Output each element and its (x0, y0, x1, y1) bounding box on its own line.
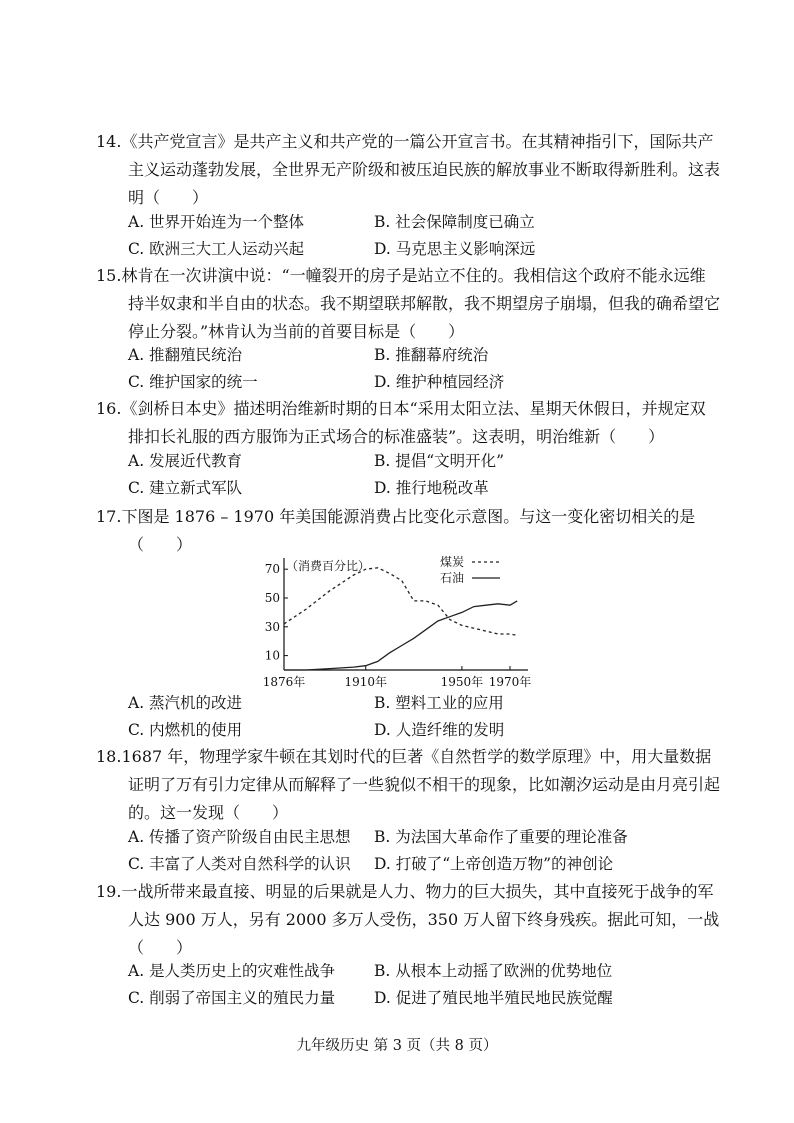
y-tick-label: 50 (264, 591, 280, 605)
option-b[interactable]: B. 为法国大革命作了重要的理论准备 (374, 828, 628, 846)
option-a[interactable]: A. 推翻殖民统治 (128, 346, 243, 364)
option-d[interactable]: D. 维护种植园经济 (374, 373, 505, 391)
question-text-line: 一战所带来最直接、明显的后果就是人力、物力的巨大损失，其中直接死于战争的军 (121, 882, 714, 901)
option-a[interactable]: A. 世界开始连为一个整体 (128, 213, 305, 231)
question-text-line: 《剑桥日本史》描述明治维新时期的日本“采用太阳立法、星期天休假日，并规定双 (121, 399, 706, 418)
question-number: 16. (96, 399, 122, 418)
option-c[interactable]: C. 内燃机的使用 (128, 721, 243, 739)
question-text-line: 的。这一发现（ ） (128, 803, 289, 822)
question-number: 18. (96, 747, 122, 766)
question-text-line: 排扣长礼服的西方服饰为正式场合的标准盛装”。这表明，明治维新（ ） (128, 427, 665, 446)
x-tick-label: 1970年 (488, 675, 532, 689)
option-b[interactable]: B. 提倡“文明开化” (374, 452, 505, 470)
question-16 (96, 395, 706, 451)
option-c[interactable]: C. 建立新式军队 (128, 479, 243, 497)
question-text-line: 1687 年，物理学家牛顿在其划时代的巨著《自然哲学的数学原理》中，用大量数据 (121, 747, 712, 766)
question-text-line: 下图是 1876 – 1970 年美国能源消费占比变化示意图。与这一变化密切相关的是 (121, 507, 696, 526)
y-tick-label: 70 (264, 562, 280, 577)
option-b[interactable]: B. 推翻幕府统治 (374, 346, 489, 364)
series-line-oil (284, 601, 517, 670)
option-d[interactable]: D. 推行地税改革 (374, 479, 489, 497)
option-b[interactable]: B. 塑料工业的应用 (374, 694, 504, 712)
question-text-line: 人达 900 万人，另有 2000 多万人受伤，350 万人留下终身残疾。据此可知，一战 (128, 910, 720, 929)
question-text-line: 停止分裂。”林肯认为当前的首要目标是（ ） (128, 322, 465, 341)
option-d[interactable]: D. 促进了殖民地半殖民地民族觉醒 (374, 989, 613, 1007)
x-tick-label: 1910年 (344, 675, 388, 689)
question-number: 14. (96, 132, 122, 151)
energy-consumption-chart (250, 552, 540, 692)
option-a[interactable]: A. 发展近代教育 (128, 452, 243, 470)
question-17 (96, 503, 695, 559)
option-d[interactable]: D. 打破了“上帝创造万物”的神创论 (374, 855, 614, 873)
option-a[interactable]: A. 传播了资产阶级自由民主思想 (128, 828, 351, 846)
option-a[interactable]: A. 是人类历史上的灾难性战争 (128, 962, 336, 980)
question-text-line: （ ） (128, 535, 193, 554)
question-text-line: 持半奴隶和半自由的状态。我不期望联邦解散，我不期望房子崩塌，但我的确希望它 (128, 294, 721, 313)
question-text-line: 明（ ） (128, 188, 209, 207)
question-18 (96, 743, 720, 827)
question-number: 17. (96, 507, 122, 526)
option-a[interactable]: A. 蒸汽机的改进 (128, 694, 243, 712)
y-tick-label: 30 (264, 619, 280, 634)
y-axis-label: （消费百分比） (286, 559, 371, 573)
question-text-line: 林肯在一次讲演中说：“一幢裂开的房子是站立不住的。我相信这个政府不能永远维 (121, 266, 706, 285)
question-15 (96, 262, 720, 346)
x-tick-label: 1950年 (440, 675, 484, 689)
option-c[interactable]: C. 丰富了人类对自然科学的认识 (128, 855, 351, 873)
option-b[interactable]: B. 社会保障制度已确立 (374, 213, 535, 231)
option-d[interactable]: D. 马克思主义影响深远 (374, 240, 536, 258)
question-text-line: 《共产党宣言》是共产主义和共产党的一篇公开宣言书。在其精神指引下，国际共产 (121, 132, 714, 151)
option-c[interactable]: C. 削弱了帝国主义的殖民力量 (128, 989, 336, 1007)
option-c[interactable]: C. 维护国家的统一 (128, 373, 258, 391)
question-number: 19. (96, 882, 122, 901)
legend-label: 煤炭 (440, 555, 465, 569)
question-text-line: 主义运动蓬勃发展，全世界无产阶级和被压迫民族的解放事业不断取得新胜利。这表 (128, 160, 721, 179)
option-b[interactable]: B. 从根本上动摇了欧洲的优势地位 (374, 962, 613, 980)
question-14 (96, 128, 720, 212)
option-d[interactable]: D. 人造纤维的发明 (374, 721, 505, 739)
question-number: 15. (96, 266, 122, 285)
question-text-line: （ ） (128, 938, 193, 957)
legend-label: 石油 (440, 571, 465, 585)
question-19 (96, 878, 719, 962)
option-c[interactable]: C. 欧洲三大工人运动兴起 (128, 240, 305, 258)
y-tick-label: 10 (264, 648, 280, 663)
page-footer: 九年级历史 第 3 页（共 8 页） (296, 1038, 498, 1054)
question-text-line: 证明了万有引力定律从而解释了一些貌似不相干的现象，比如潮汐运动是由月亮引起 (128, 775, 721, 794)
x-tick-label: 1876年 (262, 675, 306, 689)
